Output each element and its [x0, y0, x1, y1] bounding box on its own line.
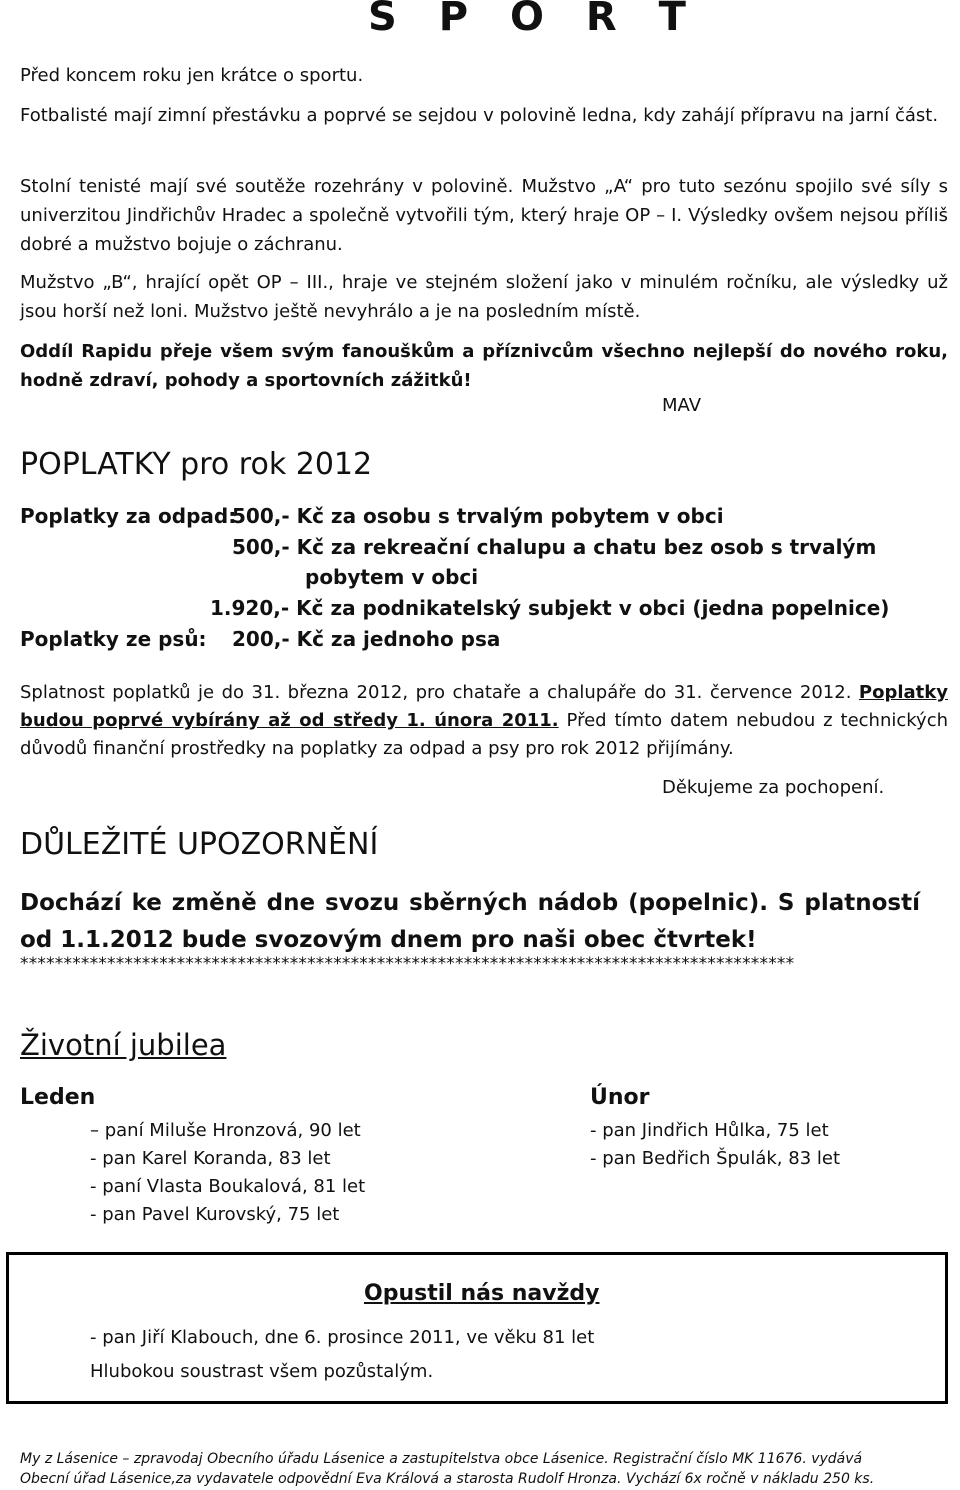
jubilee-title: Životní jubilea — [20, 1028, 227, 1062]
fees-dog-line: 200,- Kč za jednoho psa — [232, 627, 501, 651]
fees-waste-line-2b: pobytem v obci — [305, 565, 479, 589]
fees-title: POPLATKY pro rok 2012 — [20, 447, 373, 482]
sport-title: S P O R T — [368, 0, 700, 40]
fees-thanks: Děkujeme za pochopení. — [662, 777, 885, 798]
jubilee-col1-item: - paní Vlasta Boukalová, 81 let — [90, 1176, 366, 1197]
jubilee-col2-item: - pan Bedřich Špulák, 83 let — [590, 1148, 840, 1169]
obituary-line-1: - pan Jiří Klabouch, dne 6. prosince 2011, ve věku 81 let — [90, 1327, 595, 1348]
fees-waste-line-2a: 500,- Kč za rekreační chalupu a chatu bez osob s trvalým — [232, 535, 877, 559]
sport-signature: MAV — [662, 395, 702, 416]
footer-line-2: Obecní úřad Lásenice,za vydavatele odpovědní Eva Králová a starosta Rudolf Hronza. Vychází 6x ročně v nákladu 250 ks. — [20, 1471, 875, 1487]
sport-table-tennis-b: Mužstvo „B“, hrající opět OP – III., hraje ve stejném složení jako v minulém ročníku, ale výsledky už jsou horší než loni. Mužstvo ještě nevyhrálo a je na posledním místě. — [20, 272, 948, 322]
obituary-title: Opustil nás navždy — [364, 1281, 600, 1306]
notice-text: Dochází ke změně dne svozu sběrných nádob (popelnic). S platností od 1.1.2012 bude svozovým dnem pro naši obec čtvrtek! — [20, 890, 920, 953]
sport-wishes: Oddíl Rapidu přeje všem svým fanouškům a příznivcům všechno nejlepší do nového roku, hodně zdraví, pohody a sportovních zážitků! — [20, 341, 948, 391]
jubilee-col2-title: Únor — [590, 1085, 650, 1110]
jubilee-col1-title: Leden — [20, 1085, 96, 1110]
separator-stars: ***************************************************************************************** — [20, 954, 795, 974]
jubilee-col1-item: - pan Pavel Kurovský, 75 let — [90, 1204, 340, 1225]
fees-waste-line-1: 500,- Kč za osobu s trvalým pobytem v obci — [232, 504, 724, 528]
sport-football: Fotbalisté mají zimní přestávku a poprvé se sejdou v polovině ledna, kdy zahájí přípravu na jarní část. — [20, 105, 939, 126]
sport-intro: Před koncem roku jen krátce o sportu. — [20, 65, 364, 86]
jubilee-col1-item: - pan Karel Koranda, 83 let — [90, 1148, 331, 1169]
fees-dog-label: Poplatky ze psů: — [20, 627, 207, 651]
jubilee-col2-item: - pan Jindřich Hůlka, 75 let — [590, 1120, 829, 1141]
fees-waste-label: Poplatky za odpad: — [20, 504, 237, 528]
notice-title: DŮLEŽITÉ UPOZORNĚNÍ — [20, 827, 379, 862]
fees-payment-text — [20, 679, 948, 763]
footer-line-1: My z Lásenice – zpravodaj Obecního úřadu Lásenice a zastupitelstva obce Lásenice. Registrační číslo MK 11676. vydává — [20, 1451, 863, 1467]
fees-waste-line-3: 1.920,- Kč za podnikatelský subjekt v obci (jedna popelnice) — [210, 596, 890, 620]
sport-table-tennis-a: Stolní tenisté mají své soutěže rozehrány v polovině. Mužstvo „A“ pro tuto sezónu spojilo své síly s univerzitou Jindřichův Hradec a společně vytvořili tým, který hraje OP – I. Výsledky ovšem nejsou příliš dobré a mužstvo bojuje o záchranu. — [20, 176, 948, 255]
jubilee-col1-item: – paní Miluše Hronzová, 90 let — [90, 1120, 361, 1141]
fees-payment-part-2: Před tímto datem nebudou z technických důvodů finanční prostředky na poplatky za odpad a psy pro rok 2012 přijímány. — [20, 710, 948, 759]
fees-payment-part-1: Splatnost poplatků je do 31. března 2012, pro chataře a chalupáře do 31. července 2012. — [20, 682, 859, 703]
fees-payment-underlined: Poplatky budou poprvé vybírány až od středy 1. února 2011. — [20, 682, 948, 731]
obituary-line-2: Hlubokou soustrast všem pozůstalým. — [90, 1361, 434, 1382]
